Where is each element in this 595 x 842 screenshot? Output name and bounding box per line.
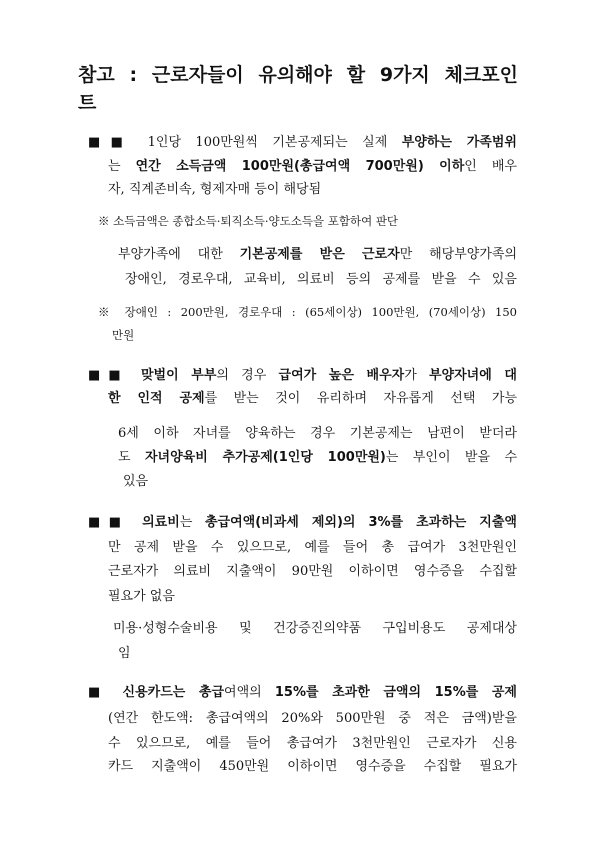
section-2-para-2-line-2 [118, 448, 517, 468]
section-3-line-2: 만 공제 받을 수 있으므로, 예를 들어 총 급여가 3천만원인 [108, 540, 517, 555]
section-3-line-1 [88, 513, 517, 533]
bold-text: 기본공제를 받은 근로자 [239, 247, 400, 262]
bullet-marker: ■■ [88, 368, 129, 383]
note-line: ※ 장애인 : 200만원, 경로우대 : (65세이상) 100만원, (70세이상) 150 [98, 305, 517, 319]
bold-text: 신용카드는 총급 [122, 685, 225, 700]
bold-text: 부양하는 가족범위 [401, 135, 517, 150]
section-3-para-2-line-1: 미용·성형수술비용 및 건강증진의약품 구입비용도 공제대상 [113, 621, 517, 636]
text-segment: 는 [179, 515, 205, 530]
section-2-para-2-line-1: 6세 이하 자녀를 양육하는 경우 기본공제는 남편이 받더라 [118, 426, 517, 441]
text-segment: 를 받는 것이 유리하며 자유롭게 선택 가능 [204, 391, 517, 406]
text-segment: 는 부인이 받을 수 [385, 450, 517, 465]
section-2-para-2-line-3: 있음 [123, 474, 149, 489]
bold-text: 부양자녀에 대 [429, 368, 517, 383]
text-segment: 가 [404, 368, 429, 383]
section-2-line-1 [88, 366, 517, 386]
text-segment: 의 경우 [216, 368, 279, 383]
section-1-para-2-line-2: 장애인, 경로우대, 교육비, 의료비 등의 공제를 받을 수 있음 [125, 272, 517, 287]
bold-text: 연간 소득금액 100만원(총급여액 700만원) 이하 [135, 159, 465, 174]
bold-text: 급여가 높은 배우자 [278, 368, 405, 383]
bold-text: 총급여액(비과세 제외)의 3%를 초과하는 지출액 [204, 515, 517, 530]
section-4-line-2: (연간 한도액: 총급여액의 20%와 500만원 중 적은 금액)받을 [108, 711, 517, 726]
bold-text: 맞벌이 부부 [140, 368, 217, 383]
bold-text: 의료비 [142, 515, 180, 530]
bold-text: 한 인적 공제 [108, 391, 205, 406]
text-segment: 만 해당부양가족의 [399, 247, 517, 262]
text-segment: 도 [118, 450, 145, 465]
section-1-para-2-line-1 [118, 245, 517, 265]
bold-text: 자녀양육비 추가공제(1인당 100만원) [144, 450, 386, 465]
bold-text: 15%를 초과한 금액의 15%를 공제 [274, 685, 517, 700]
section-3-line-4: 필요가 없음 [108, 589, 175, 604]
text-segment: 는 [108, 159, 136, 174]
bullet-marker: ■■ [88, 515, 130, 530]
section-4-line-3: 수 있으므로, 예를 들어 총급여가 3천만원인 근로자가 신용 [108, 736, 517, 751]
bullet-marker: ■ [88, 685, 110, 700]
section-1-line-2 [108, 157, 517, 177]
section-3-line-3: 근로자가 의료비 지출액이 90만원 이하이면 영수증을 수집할 [108, 564, 517, 579]
page-title-line-1: 참고 : 근로자들이 유의해야 할 9가지 체크포인 [78, 64, 518, 86]
note-line: 만원 [112, 328, 135, 342]
section-1-line-1 [88, 133, 517, 153]
section-3-para-2-line-2: 임 [118, 646, 131, 661]
text-segment: 인 배우 [464, 159, 517, 174]
section-4-line-1 [88, 683, 517, 703]
text-segment: 여액의 [224, 685, 275, 700]
section-1-line-3: 자, 직계존비속, 형제자매 등이 해당됨 [108, 182, 322, 197]
section-2-line-2 [108, 389, 517, 409]
bullet-marker: ■■ [88, 135, 134, 150]
text-segment: 부양가족에 대한 [118, 247, 240, 262]
page-title-line-2: 트 [78, 92, 97, 114]
text-segment: 1인당 100만원씩 기본공제되는 실제 [147, 135, 402, 150]
note-line: ※ 소득금액은 종합소득·퇴직소득·양도소득을 포함하여 판단 [98, 214, 399, 228]
section-4-line-4: 카드 지출액이 450만원 이하이면 영수증을 수집할 필요가 [108, 759, 517, 774]
